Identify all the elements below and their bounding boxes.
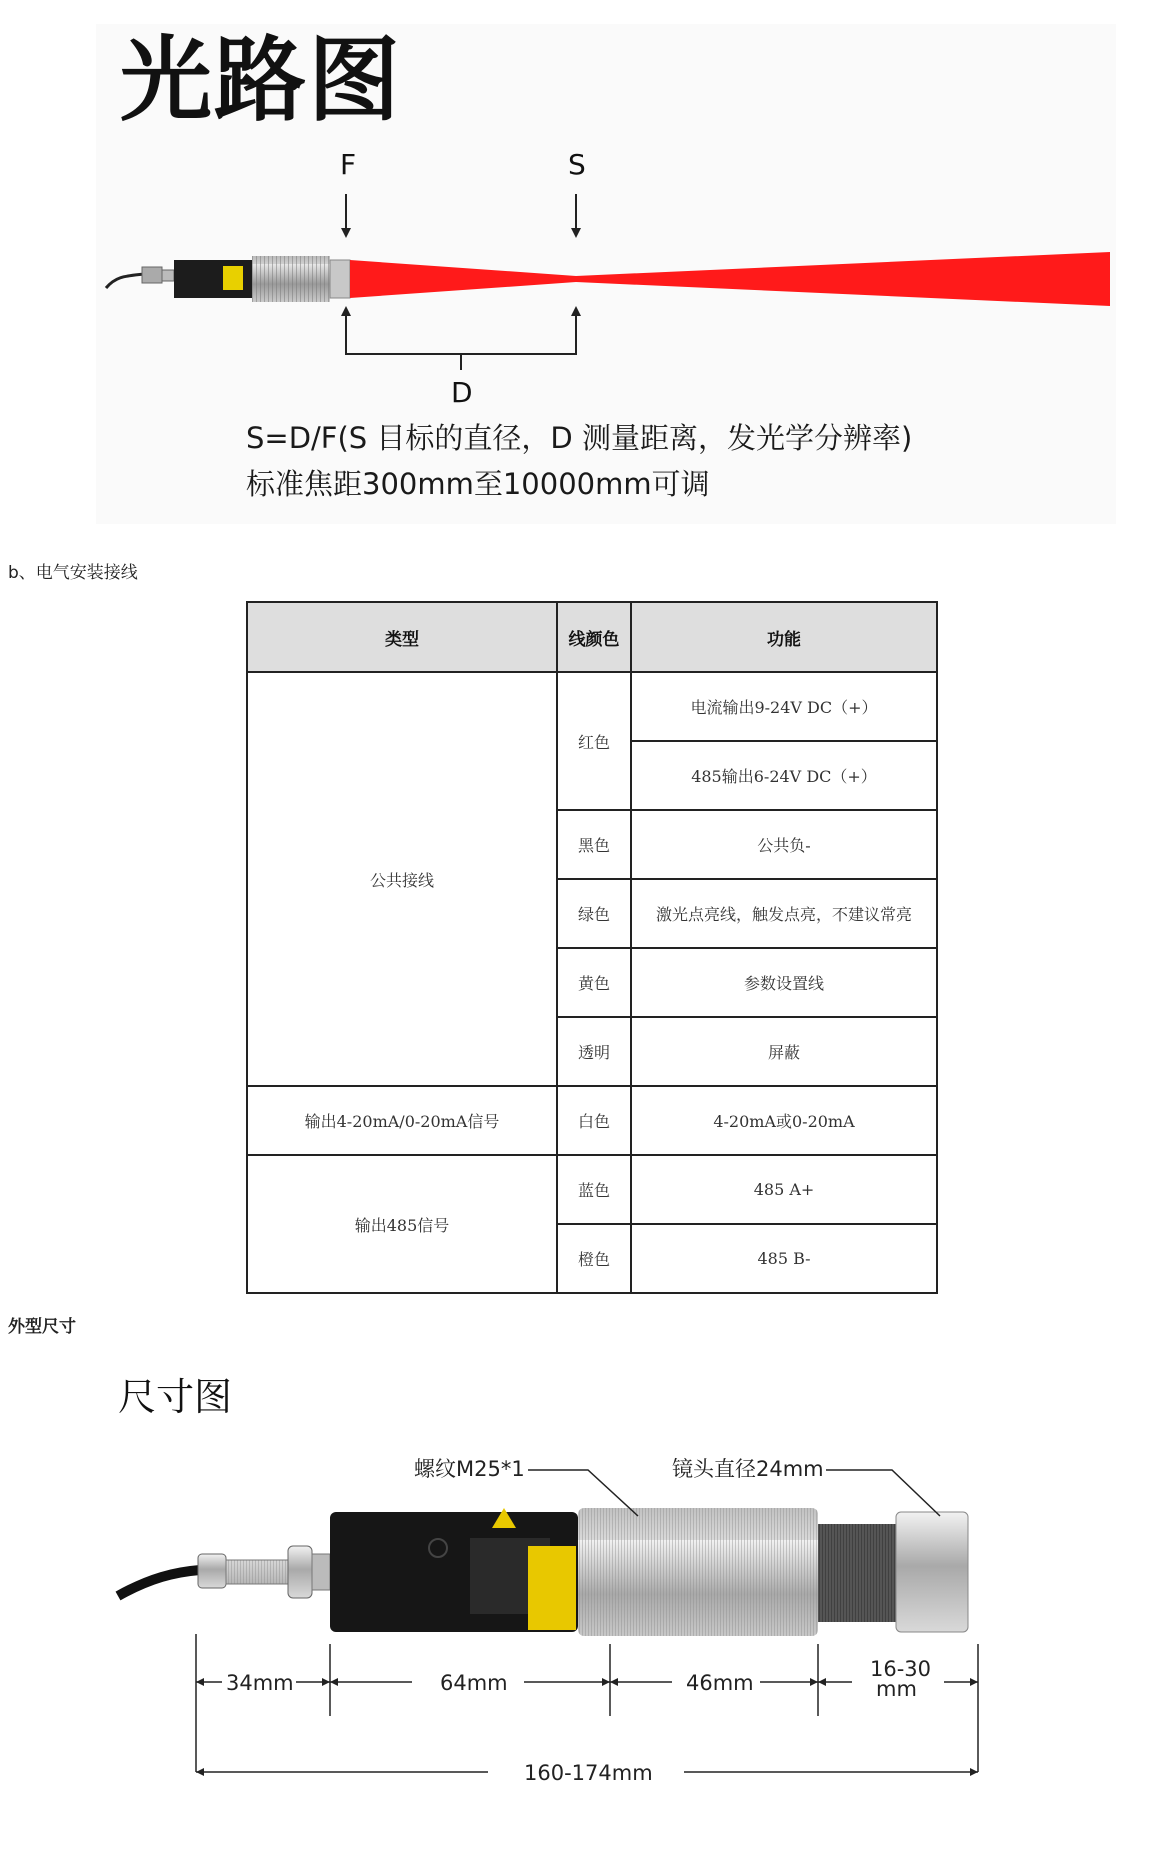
function-cell: 485输出6-24V DC（+） xyxy=(631,741,937,810)
table-row xyxy=(247,1155,937,1224)
dim-lens-top: 16-30 xyxy=(870,1657,932,1681)
wiring-heading: b、电气安装接线 xyxy=(8,563,138,583)
dimension-diagram xyxy=(0,1420,1176,1840)
caution-label xyxy=(528,1546,576,1630)
color-cell: 绿色 xyxy=(557,879,631,948)
color-cell: 红色 xyxy=(557,672,631,810)
color-cell: 橙色 xyxy=(557,1224,631,1293)
cable xyxy=(118,1570,200,1596)
function-cell: 参数设置线 xyxy=(631,948,937,1017)
dim-total: 160-174mm xyxy=(524,1761,653,1785)
dim-body: 64mm xyxy=(440,1671,508,1695)
connector xyxy=(198,1554,226,1588)
formula-text: S=D/F(S 目标的直径，D 测量距离，发光学分辨率) xyxy=(246,421,913,455)
optical-path-figure xyxy=(96,24,1116,524)
color-cell: 黄色 xyxy=(557,948,631,1017)
laser-beam-diverge xyxy=(576,252,1110,306)
function-cell: 485 A+ xyxy=(631,1155,937,1224)
table-header-row xyxy=(247,602,937,672)
dimension-heading: 外型尺寸 xyxy=(8,1317,76,1337)
color-cell: 白色 xyxy=(557,1086,631,1155)
lens-cap xyxy=(896,1512,968,1632)
type-cell: 输出4-20mA/0-20mA信号 xyxy=(247,1086,557,1155)
table-row xyxy=(247,672,937,741)
header-function: 功能 xyxy=(631,602,937,672)
function-cell: 4-20mA或0-20mA xyxy=(631,1086,937,1155)
color-cell: 黑色 xyxy=(557,810,631,879)
cable xyxy=(106,274,144,288)
optical-path-title: 光路图 xyxy=(120,27,403,134)
table-row xyxy=(247,1086,937,1155)
function-cell: 屏蔽 xyxy=(631,1017,937,1086)
connector xyxy=(142,267,162,283)
lens-thread xyxy=(818,1524,896,1622)
type-cell: 公共接线 xyxy=(247,672,557,1086)
color-cell: 蓝色 xyxy=(557,1155,631,1224)
label-s: S xyxy=(568,148,586,181)
function-cell: 485 B- xyxy=(631,1224,937,1293)
function-cell: 激光点亮线，触发点亮，不建议常亮 xyxy=(631,879,937,948)
callout-thread: 螺纹M25*1 xyxy=(414,1457,525,1481)
label-d: D xyxy=(451,376,473,409)
color-cell: 透明 xyxy=(557,1017,631,1086)
wiring-table xyxy=(246,601,938,1294)
function-cell: 电流输出9-24V DC（+） xyxy=(631,672,937,741)
function-cell: 公共负- xyxy=(631,810,937,879)
type-cell: 输出485信号 xyxy=(247,1155,557,1293)
dimension-title: 尺寸图 xyxy=(118,1375,233,1419)
header-type: 类型 xyxy=(247,602,557,672)
header-wire-color: 线颜色 xyxy=(557,602,631,672)
label-f: F xyxy=(340,148,357,181)
dim-cable: 34mm xyxy=(226,1671,294,1695)
sensor-barrel xyxy=(578,1508,818,1636)
dimension-lines xyxy=(196,1634,978,1772)
laser-beam xyxy=(350,260,576,298)
sensor-barrel xyxy=(252,256,330,302)
distance-bracket xyxy=(346,316,576,354)
sensor-lens xyxy=(330,260,350,298)
callout-lens: 镜头直径24mm xyxy=(672,1457,824,1481)
dim-lens-bottom: mm xyxy=(876,1677,917,1701)
focal-range-text: 标准焦距300mm至10000mm可调 xyxy=(246,467,710,501)
dim-barrel: 46mm xyxy=(686,1671,754,1695)
